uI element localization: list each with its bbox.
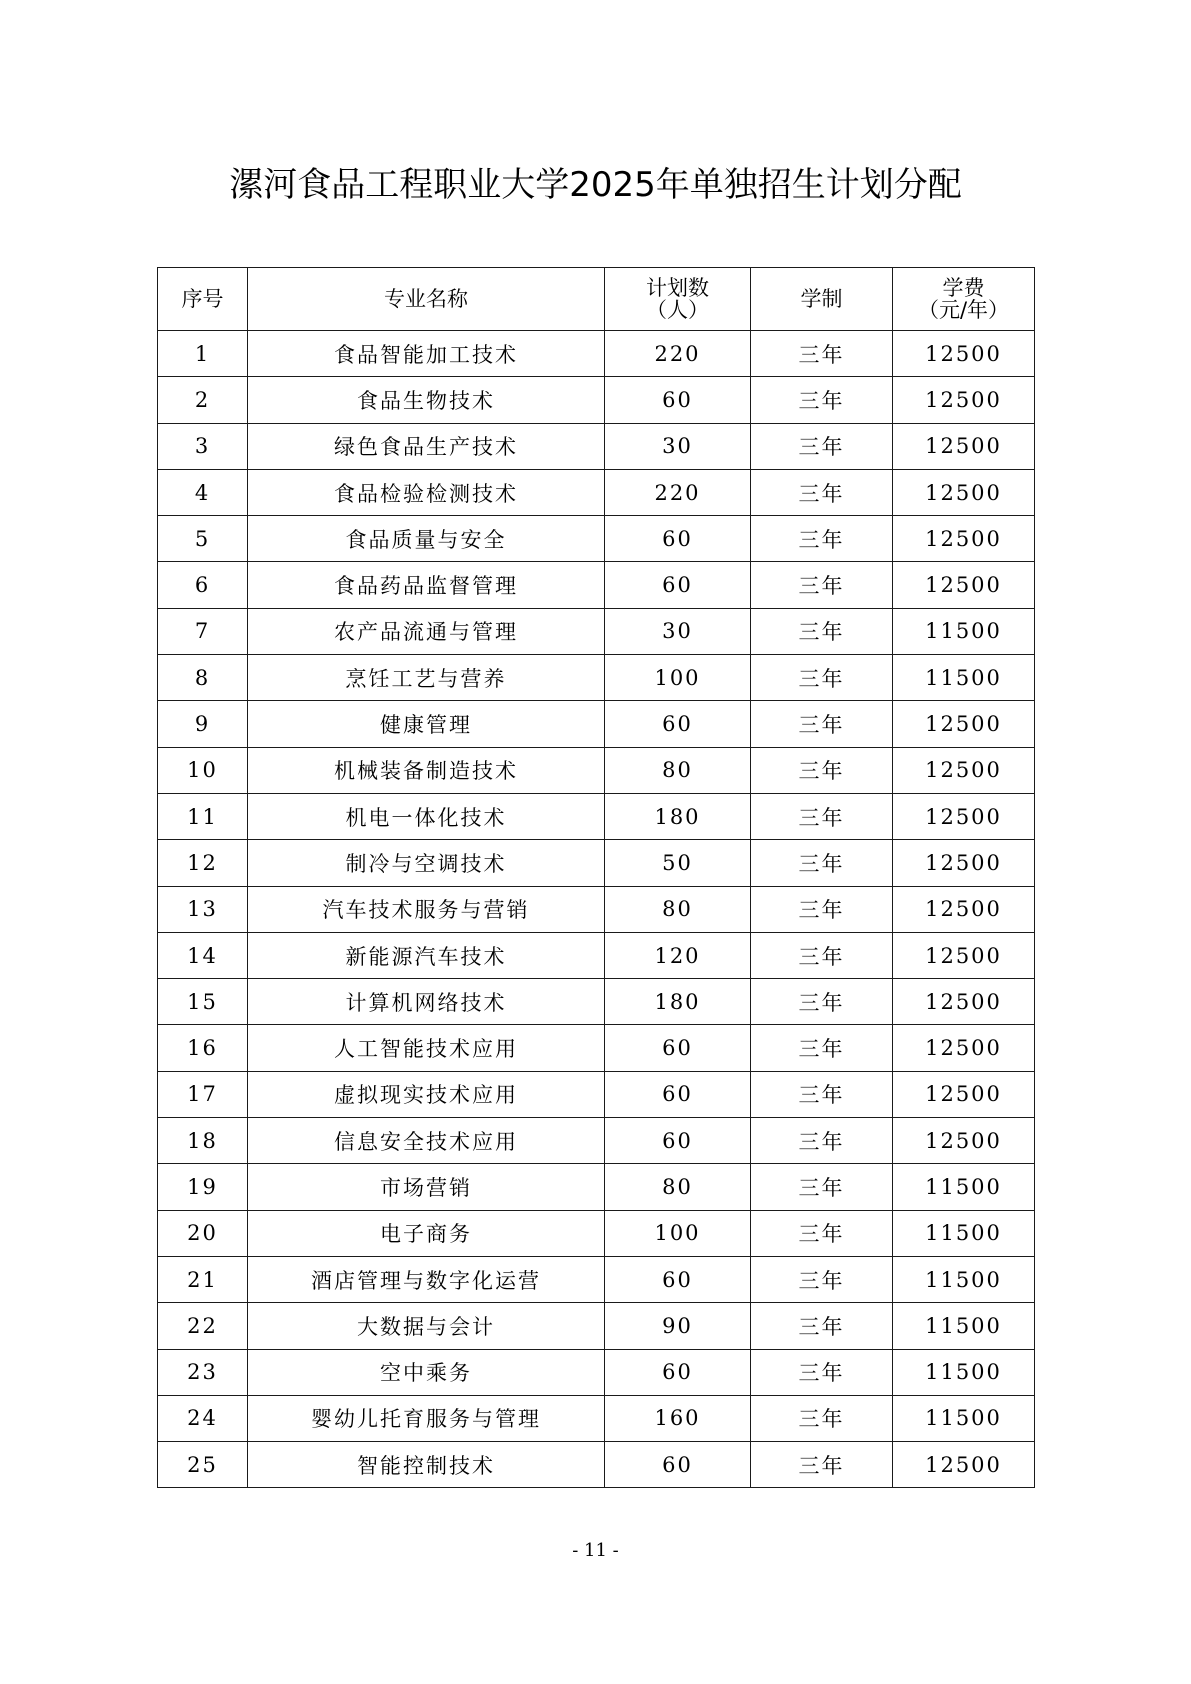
cell-major: 智能控制技术 [248, 1442, 605, 1488]
cell-plan: 160 [605, 1395, 751, 1441]
cell-fee: 12500 [893, 1118, 1035, 1164]
table-row [158, 840, 1035, 886]
table-row [158, 1349, 1035, 1395]
cell-plan: 100 [605, 655, 751, 701]
cell-duration: 三年 [751, 701, 893, 747]
cell-index: 22 [158, 1303, 248, 1349]
table-row [158, 1303, 1035, 1349]
cell-major: 食品智能加工技术 [248, 331, 605, 377]
header-plan-line2: （人） [646, 298, 709, 322]
cell-plan: 80 [605, 747, 751, 793]
table-row [158, 793, 1035, 839]
cell-major: 婴幼儿托育服务与管理 [248, 1395, 605, 1441]
cell-index: 19 [158, 1164, 248, 1210]
cell-major: 新能源汽车技术 [248, 932, 605, 978]
header-plan-line1: 计划数 [646, 276, 709, 300]
enrollment-plan-table [157, 267, 1035, 1488]
cell-plan: 220 [605, 469, 751, 515]
cell-duration: 三年 [751, 886, 893, 932]
cell-major: 食品药品监督管理 [248, 562, 605, 608]
table-row [158, 377, 1035, 423]
cell-duration: 三年 [751, 793, 893, 839]
cell-index: 24 [158, 1395, 248, 1441]
table-row [158, 1025, 1035, 1071]
cell-index: 13 [158, 886, 248, 932]
cell-fee: 12500 [893, 793, 1035, 839]
cell-major: 酒店管理与数字化运营 [248, 1256, 605, 1302]
cell-duration: 三年 [751, 331, 893, 377]
cell-plan: 80 [605, 886, 751, 932]
cell-plan: 30 [605, 608, 751, 654]
cell-major: 烹饪工艺与营养 [248, 655, 605, 701]
table-row [158, 1071, 1035, 1117]
table-row [158, 469, 1035, 515]
cell-index: 25 [158, 1442, 248, 1488]
cell-index: 21 [158, 1256, 248, 1302]
table-row [158, 608, 1035, 654]
cell-index: 17 [158, 1071, 248, 1117]
cell-fee: 12500 [893, 516, 1035, 562]
cell-plan: 180 [605, 793, 751, 839]
cell-plan: 60 [605, 1442, 751, 1488]
cell-plan: 30 [605, 423, 751, 469]
cell-major: 健康管理 [248, 701, 605, 747]
cell-plan: 180 [605, 979, 751, 1025]
cell-index: 3 [158, 423, 248, 469]
cell-major: 人工智能技术应用 [248, 1025, 605, 1071]
cell-index: 5 [158, 516, 248, 562]
cell-duration: 三年 [751, 840, 893, 886]
cell-index: 6 [158, 562, 248, 608]
cell-duration: 三年 [751, 979, 893, 1025]
cell-fee: 11500 [893, 1395, 1035, 1441]
cell-fee: 12500 [893, 747, 1035, 793]
header-fee-line1: 学费 [942, 276, 985, 300]
cell-major: 农产品流通与管理 [248, 608, 605, 654]
cell-fee: 11500 [893, 608, 1035, 654]
header-fee [893, 268, 1035, 331]
cell-index: 14 [158, 932, 248, 978]
cell-plan: 60 [605, 1118, 751, 1164]
cell-fee: 11500 [893, 655, 1035, 701]
cell-major: 汽车技术服务与营销 [248, 886, 605, 932]
table-row [158, 747, 1035, 793]
cell-index: 1 [158, 331, 248, 377]
table-row [158, 562, 1035, 608]
cell-duration: 三年 [751, 747, 893, 793]
cell-fee: 12500 [893, 1071, 1035, 1117]
cell-plan: 60 [605, 1256, 751, 1302]
cell-duration: 三年 [751, 423, 893, 469]
cell-major: 食品检验检测技术 [248, 469, 605, 515]
cell-fee: 12500 [893, 1025, 1035, 1071]
cell-duration: 三年 [751, 1256, 893, 1302]
cell-fee: 11500 [893, 1303, 1035, 1349]
header-duration: 学制 [751, 268, 893, 331]
cell-plan: 60 [605, 562, 751, 608]
cell-fee: 11500 [893, 1256, 1035, 1302]
cell-index: 7 [158, 608, 248, 654]
cell-index: 9 [158, 701, 248, 747]
cell-plan: 80 [605, 1164, 751, 1210]
cell-duration: 三年 [751, 1025, 893, 1071]
cell-index: 2 [158, 377, 248, 423]
cell-fee: 12500 [893, 423, 1035, 469]
cell-major: 机电一体化技术 [248, 793, 605, 839]
cell-fee: 12500 [893, 469, 1035, 515]
cell-index: 16 [158, 1025, 248, 1071]
table-body [158, 331, 1035, 1488]
table-row [158, 1395, 1035, 1441]
cell-index: 11 [158, 793, 248, 839]
table-row [158, 1118, 1035, 1164]
cell-plan: 90 [605, 1303, 751, 1349]
cell-duration: 三年 [751, 377, 893, 423]
cell-major: 计算机网络技术 [248, 979, 605, 1025]
cell-duration: 三年 [751, 655, 893, 701]
cell-plan: 60 [605, 1071, 751, 1117]
cell-plan: 60 [605, 516, 751, 562]
cell-plan: 60 [605, 1025, 751, 1071]
cell-duration: 三年 [751, 562, 893, 608]
cell-plan: 50 [605, 840, 751, 886]
cell-fee: 12500 [893, 701, 1035, 747]
cell-index: 8 [158, 655, 248, 701]
cell-fee: 11500 [893, 1210, 1035, 1256]
cell-plan: 100 [605, 1210, 751, 1256]
table-row [158, 331, 1035, 377]
cell-duration: 三年 [751, 1395, 893, 1441]
cell-duration: 三年 [751, 516, 893, 562]
cell-major: 食品质量与安全 [248, 516, 605, 562]
cell-fee: 12500 [893, 979, 1035, 1025]
cell-major: 大数据与会计 [248, 1303, 605, 1349]
cell-fee: 11500 [893, 1349, 1035, 1395]
header-index: 序号 [158, 268, 248, 331]
cell-major: 绿色食品生产技术 [248, 423, 605, 469]
cell-index: 18 [158, 1118, 248, 1164]
cell-fee: 12500 [893, 840, 1035, 886]
table-row [158, 655, 1035, 701]
cell-major: 食品生物技术 [248, 377, 605, 423]
cell-duration: 三年 [751, 1210, 893, 1256]
cell-duration: 三年 [751, 1071, 893, 1117]
table-row [158, 516, 1035, 562]
cell-major: 市场营销 [248, 1164, 605, 1210]
cell-major: 电子商务 [248, 1210, 605, 1256]
cell-fee: 12500 [893, 377, 1035, 423]
cell-major: 信息安全技术应用 [248, 1118, 605, 1164]
header-plan [605, 268, 751, 331]
cell-fee: 12500 [893, 331, 1035, 377]
table-header-row [158, 268, 1035, 331]
table-row [158, 1210, 1035, 1256]
cell-plan: 220 [605, 331, 751, 377]
cell-duration: 三年 [751, 1164, 893, 1210]
table-row [158, 886, 1035, 932]
cell-fee: 12500 [893, 562, 1035, 608]
cell-major: 机械装备制造技术 [248, 747, 605, 793]
table-row [158, 423, 1035, 469]
cell-index: 10 [158, 747, 248, 793]
cell-index: 15 [158, 979, 248, 1025]
cell-index: 4 [158, 469, 248, 515]
table-row [158, 1442, 1035, 1488]
cell-index: 20 [158, 1210, 248, 1256]
document-title: 漯河食品工程职业大学2025年单独招生计划分配 [229, 165, 962, 205]
cell-duration: 三年 [751, 469, 893, 515]
cell-fee: 11500 [893, 1164, 1035, 1210]
table-row [158, 1164, 1035, 1210]
cell-fee: 12500 [893, 1442, 1035, 1488]
cell-fee: 12500 [893, 932, 1035, 978]
cell-plan: 60 [605, 701, 751, 747]
header-fee-line2: （元/年） [917, 298, 1010, 322]
table-row [158, 701, 1035, 747]
cell-duration: 三年 [751, 608, 893, 654]
table-row [158, 932, 1035, 978]
cell-duration: 三年 [751, 1118, 893, 1164]
table-row [158, 979, 1035, 1025]
cell-index: 23 [158, 1349, 248, 1395]
cell-major: 空中乘务 [248, 1349, 605, 1395]
cell-major: 虚拟现实技术应用 [248, 1071, 605, 1117]
page-number: - 11 - [572, 1540, 619, 1561]
cell-fee: 12500 [893, 886, 1035, 932]
cell-duration: 三年 [751, 1349, 893, 1395]
cell-index: 12 [158, 840, 248, 886]
cell-duration: 三年 [751, 932, 893, 978]
cell-duration: 三年 [751, 1303, 893, 1349]
table-row [158, 1256, 1035, 1302]
header-major: 专业名称 [248, 268, 605, 331]
cell-duration: 三年 [751, 1442, 893, 1488]
cell-plan: 120 [605, 932, 751, 978]
cell-major: 制冷与空调技术 [248, 840, 605, 886]
cell-plan: 60 [605, 377, 751, 423]
cell-plan: 60 [605, 1349, 751, 1395]
